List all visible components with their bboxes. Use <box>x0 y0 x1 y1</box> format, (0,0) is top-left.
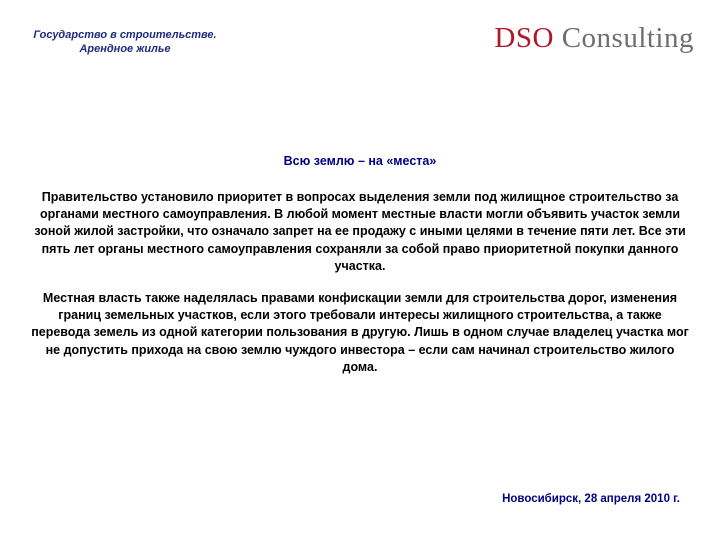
body-paragraph-1: Правительство установило приоритет в вопросах выделения земли под жилищное строительство за органами местного самоуправления. В любой момент местные власти могли объявить участок земли зоной жилой застройки, что означало запрет на ее продажу с иными целями в течение пяти лет. Все эти пять лет органы местного самоуправления сохраняли за собой право приоритетной покупки данного участка. <box>34 190 686 273</box>
presentation-title-line1: Государство в строительстве. <box>33 29 217 41</box>
presentation-title-line2: Арендное жилье <box>79 43 171 55</box>
logo-dso: DSO <box>494 22 554 54</box>
footer-date: Новосибирск, 28 апреля 2010 г. <box>502 493 680 505</box>
presentation-title <box>20 28 230 56</box>
body-paragraph-2: Местная власть также наделялась правами конфискации земли для строительства дорог, изменения границ земельных участков, если этого требовали интересы жилищного строительства, а также перевода земель из одной категории пользования в другую. Лишь в одном случае владелец участка мог не допустить прихода на свою землю чуждого инвестора – если сам начинал строительство жилого дома. <box>31 291 689 374</box>
slide-heading: Всю землю – на «места» <box>283 154 437 168</box>
company-logo <box>494 20 694 56</box>
logo-consulting: Consulting <box>553 22 694 54</box>
